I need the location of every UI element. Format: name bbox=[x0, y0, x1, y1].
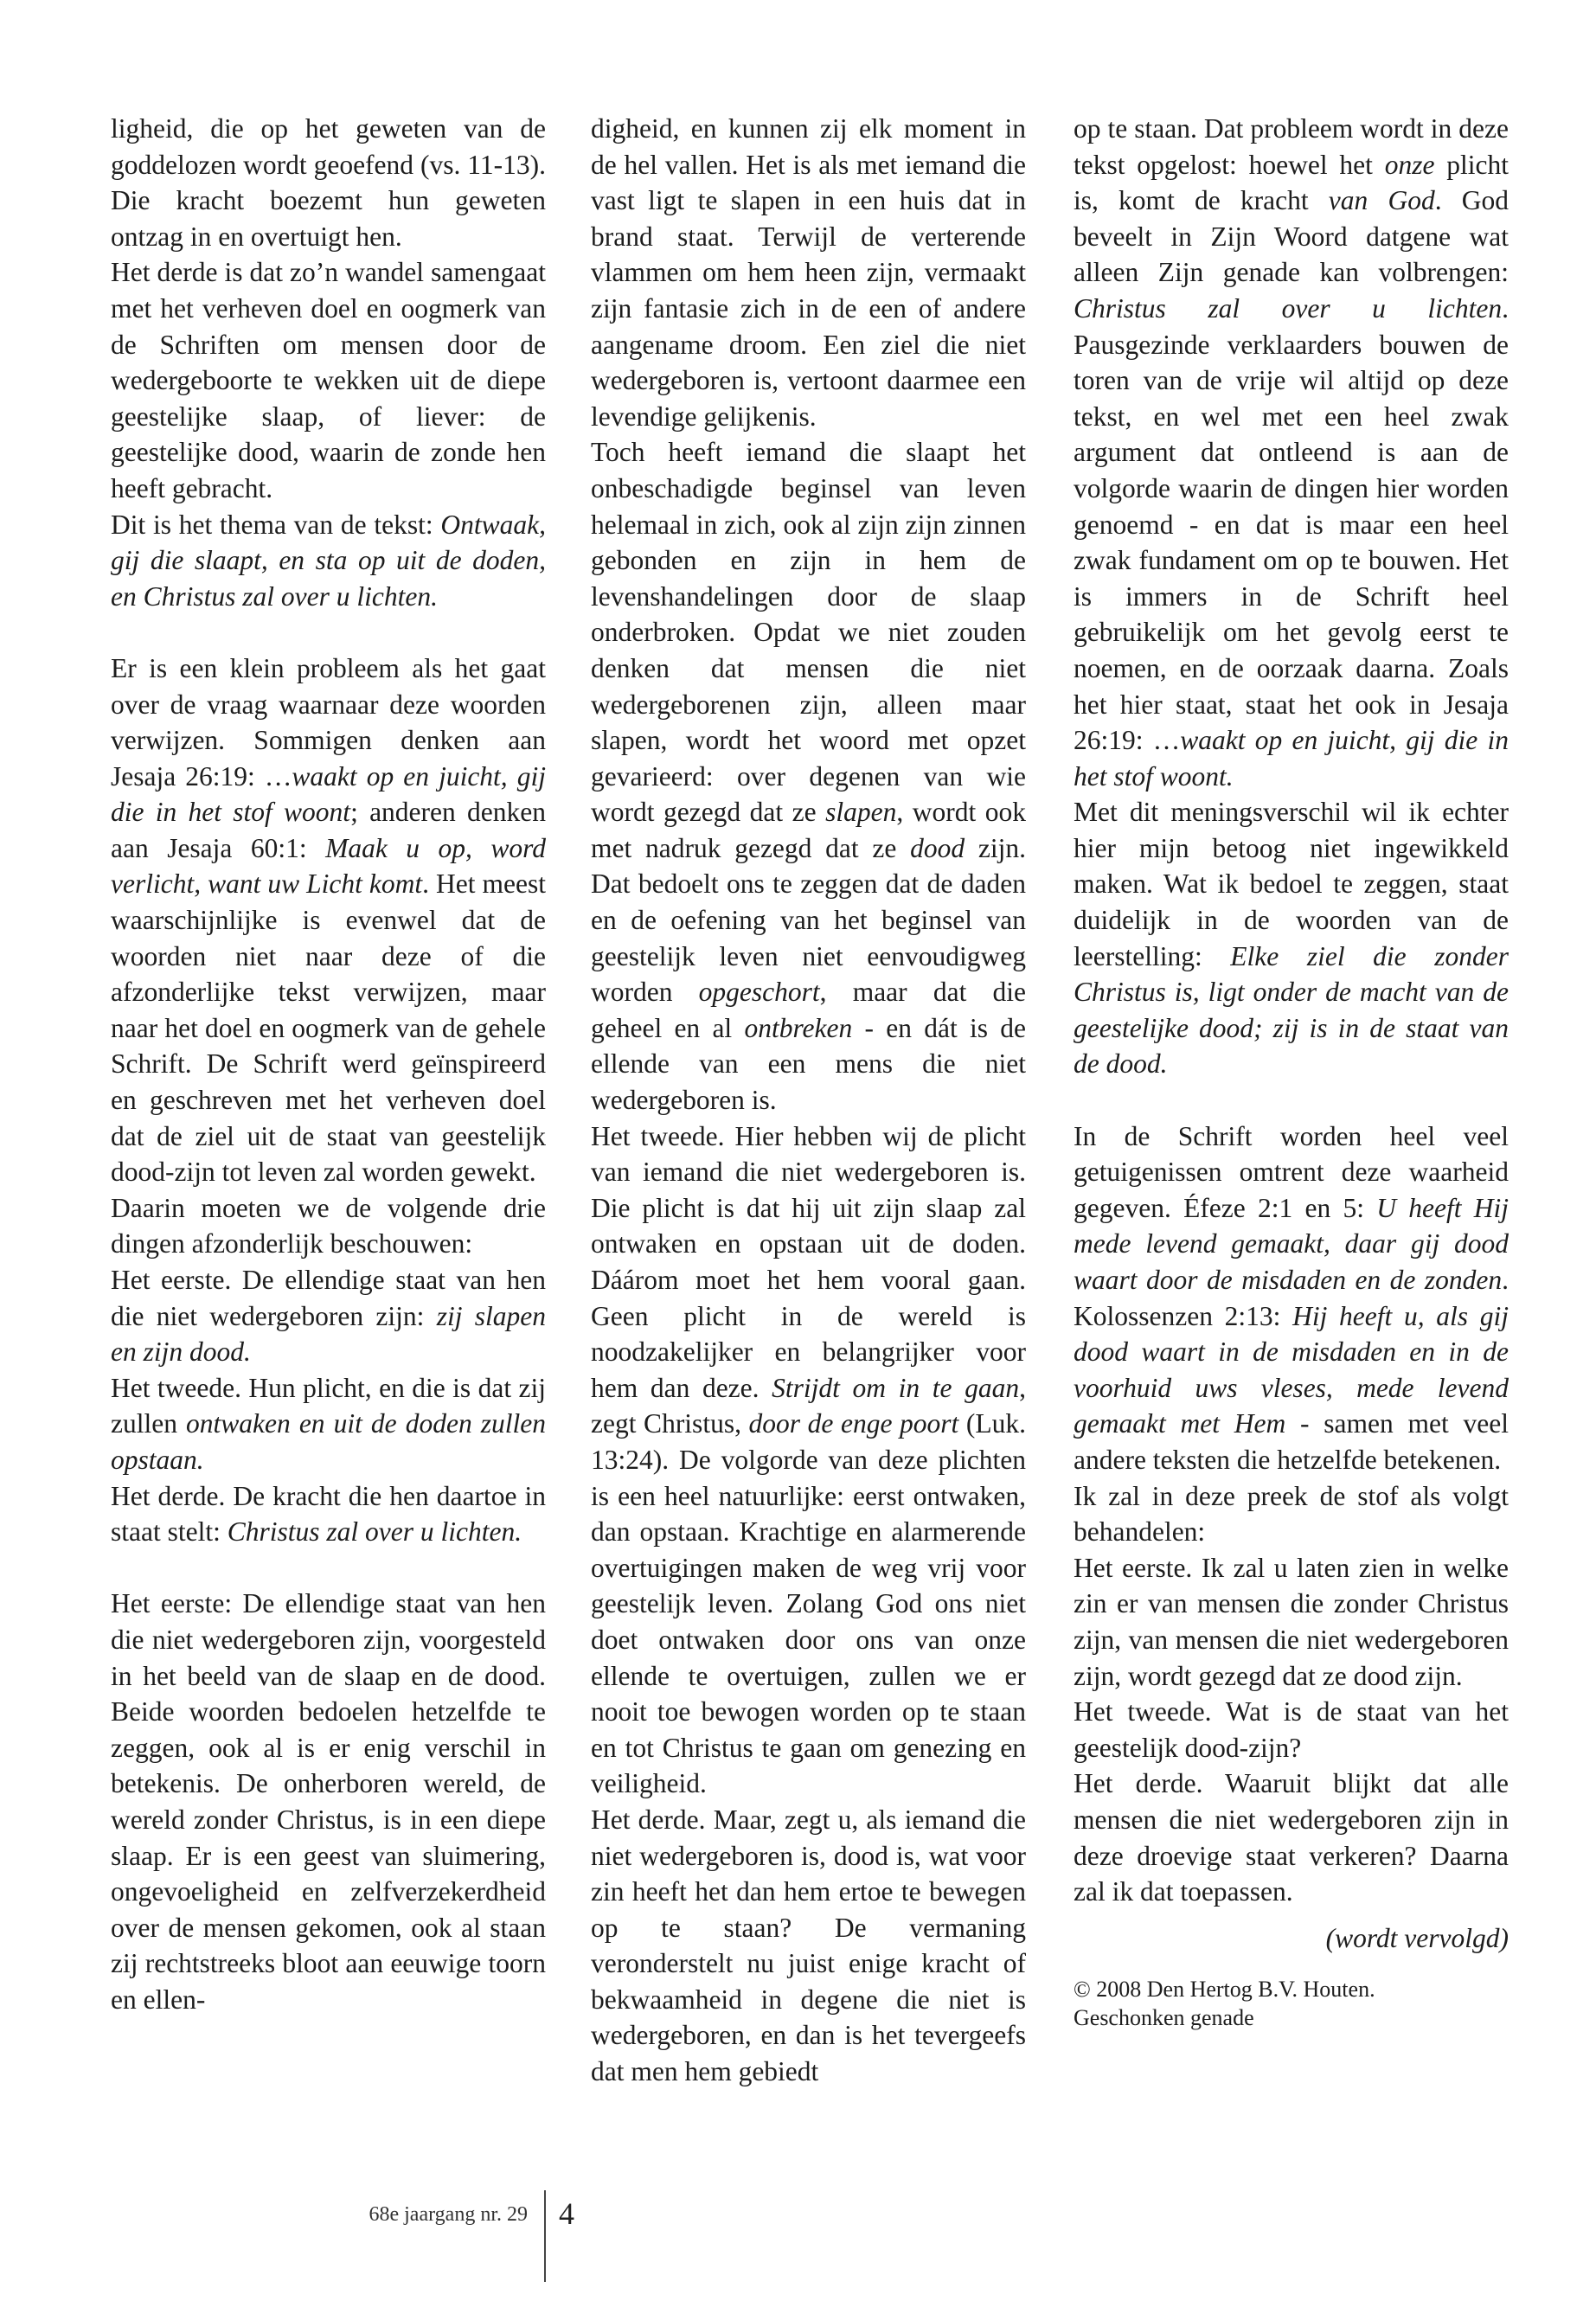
italic-text: U heeft Hij mede levend gemaakt, daar gij dood waart door de misdaden en de zonden bbox=[1074, 1192, 1509, 1295]
text-run: plicht is, komt de kracht bbox=[1074, 149, 1509, 216]
text-run: Het tweede. Wat is de staat van het geestelijk dood-zijn? bbox=[1074, 1696, 1509, 1763]
paragraph bbox=[1074, 794, 1509, 1082]
text-run: Het tweede. Hier hebben wij de plicht van iemand die niet wedergeboren is. Die plicht is dat hij uit zijn slaap zal ontwaken en opstaan uit de doden. Dáárom moet het hem vooral gaan. Geen plicht in de wereld is noodzakelijker en belangrijker voor hem dan deze. bbox=[591, 1120, 1026, 1403]
text-column-3 bbox=[1074, 111, 1509, 2032]
text-run: zijn. Dat bedoelt ons te zeggen dat de daden en de oefening van het beginsel van geestelijk leven niet eenvoudigweg worden bbox=[591, 832, 1026, 1008]
footer-divider bbox=[544, 2190, 546, 2282]
italic-text: dood bbox=[910, 832, 965, 863]
text-run: Toch heeft iemand die slaapt het onbeschadigde beginsel van leven helemaal in zich, ook al zijn zijn zinnen gebonden en zijn in hem de levenshandelingen door de slaap onderbroken. Opdat we niet zouden denken dat mensen die niet wedergeborenen zijn, alleen maar slapen, wordt het woord met opzet gevarieerd: over degenen van wie wordt gezegd dat ze bbox=[591, 437, 1026, 828]
italic-text: van God bbox=[1328, 185, 1435, 216]
text-column-2 bbox=[591, 111, 1026, 2090]
continued-note: (wordt vervolgd) bbox=[1325, 1922, 1509, 1953]
text-column-3-body bbox=[1074, 111, 1509, 1910]
issue-label: 68e jaargang nr. 29 bbox=[369, 2203, 528, 2226]
paragraph bbox=[111, 507, 546, 615]
copyright-line-1: © 2008 Den Hertog B.V. Houten. bbox=[1074, 1977, 1375, 2003]
italic-text: Hij heeft u, als gij dood waart in de misdaden en in de voorhuid uws vleses, mede levend gemaakt met Hem bbox=[1074, 1300, 1509, 1439]
italic-text: waakt op en juicht, gij die in het stof woont. bbox=[1074, 725, 1509, 792]
paragraph bbox=[111, 651, 546, 1190]
text-run: digheid, en kunnen zij elk moment in de hel vallen. Het is als met iemand die vast ligt te slapen in een huis dat in brand staat. Terwijl de verterende vlammen om hem heen zijn, vermaakt zijn fantasie zich in de een of andere aangename droom. Een ziel die niet wedergeboren is, vertoont daarmee een levendige gelijkenis. bbox=[591, 113, 1026, 432]
text-run: Het tweede. Hun plicht, en die is dat zij zullen bbox=[111, 1372, 546, 1439]
text-run: , zegt Christus, bbox=[591, 1372, 1026, 1439]
italic-text: Ontwaak, gij die slaapt, en sta op uit de doden, en Christus zal over u lichten. bbox=[111, 509, 546, 612]
paragraph bbox=[1074, 1694, 1509, 1766]
italic-text: zij slapen en zijn dood. bbox=[111, 1300, 546, 1368]
paragraph bbox=[1074, 1550, 1509, 1694]
paragraph bbox=[111, 1262, 546, 1370]
italic-text: Strijdt om in te gaan bbox=[772, 1372, 1020, 1403]
paragraph bbox=[1074, 1478, 1509, 1550]
paragraph bbox=[1074, 1118, 1509, 1478]
text-run: Het eerste: De ellendige staat van hen die niet wedergeboren zijn, voorgesteld in het beeld van de slaap en de dood. Beide woorden bedoelen hetzelfde te zeggen, ook al is er enig verschil in betekenis. De onherboren wereld, de wereld zonder Christus, is in een diepe slaap. Er is een geest van sluimering, ongevoeligheid en zelfverzekerdheid over de mensen gekomen, ook al staan zij rechtstreeks bloot aan eeuwige toorn en ellen- bbox=[111, 1588, 546, 2015]
text-run: - samen met veel andere teksten die hetzelfde betekenen. bbox=[1074, 1408, 1509, 1475]
text-run: Daarin moeten we de volgende drie dingen afzonderlijk beschouwen: bbox=[111, 1192, 546, 1259]
paragraph bbox=[111, 111, 546, 254]
paragraph bbox=[1074, 1766, 1509, 1909]
paragraph bbox=[591, 434, 1026, 1118]
text-run: . Pausgezinde verklaarders bouwen de toren van de vrije wil altijd op deze tekst, en wel met een heel zwak argument dat ontleend is aan de volgorde waarin de dingen hier worden genoemd - en dat is maar een heel zwak fundament om op te bouwen. Het is immers in de Schrift heel gebruikelijk om het gevolg eerst te noemen, en de oorzaak daarna. Zoals het hier staat, staat het ook in Jesaja 26:19: … bbox=[1074, 292, 1509, 756]
text-run: . Het meest waarschijnlijke is evenwel dat de woorden niet naar deze of die afzonderlijke tekst verwijzen, maar naar het doel en oogmerk van de gehele Schrift. De Schrift werd geïnspireerd en geschreven met het verheven doel dat de ziel uit de staat van geestelijk dood-zijn tot leven zal worden gewekt. bbox=[111, 868, 546, 1188]
text-run: Het derde. Maar, zegt u, als iemand die niet wedergeboren is, dood is, wat voor zin heeft het dan hem ertoe te bewegen op te staan? De vermaning veronderstelt nu juist enige kracht of bekwaamheid in degene die niet is wedergeboren, en dan is het tevergeefs dat men hem gebiedt bbox=[591, 1804, 1026, 2087]
italic-text: Christus zal over u lichten bbox=[1074, 292, 1503, 324]
text-column-1 bbox=[111, 111, 546, 2017]
text-run: Het derde. Waaruit blijkt dat alle mensen die niet wedergeboren zijn in deze droevige staat verkeren? Daarna zal ik dat toepassen. bbox=[1074, 1768, 1509, 1907]
text-run: Dit is het thema van de tekst: bbox=[111, 509, 441, 540]
text-run: . God beveelt in Zijn Woord datgene wat alleen Zijn genade kan volbrengen: bbox=[1074, 185, 1509, 288]
italic-text: waakt op en juicht, gij die in het stof woont bbox=[111, 760, 547, 828]
text-run: - en dát is de ellende van een mens die niet wedergeboren is. bbox=[591, 1012, 1026, 1116]
text-run: ligheid, die op het geweten van de goddelozen wordt geoefend (vs. 11-13). Die kracht boezemt hun geweten ontzag in en overtuigt hen. bbox=[111, 113, 546, 252]
text-run: op te staan. Dat probleem wordt in deze tekst opgelost: hoewel het bbox=[1074, 113, 1509, 180]
text-run: In de Schrift worden heel veel getuigenissen omtrent deze waarheid gegeven. Éfeze 2:1 en 5: bbox=[1074, 1120, 1509, 1223]
copyright-notice bbox=[1074, 1975, 1509, 2032]
italic-text: Christus zal over u lichten. bbox=[227, 1516, 522, 1548]
text-run: Met dit meningsverschil wil ik echter hier mijn betoog niet ingewikkeld maken. Wat ik bedoel te zeggen, staat duidelijk in de woorden van de leerstelling: bbox=[1074, 797, 1509, 971]
text-run: , maar dat die geheel en al bbox=[591, 977, 1026, 1043]
paragraph bbox=[1074, 111, 1509, 794]
italic-text: ontwaken en uit de doden zullen opstaan. bbox=[111, 1408, 546, 1475]
italic-text: onze bbox=[1384, 149, 1435, 180]
page-number: 4 bbox=[559, 2196, 574, 2231]
italic-text: door de enge poort bbox=[748, 1408, 959, 1439]
text-run: . Kolossenzen 2:13: bbox=[1074, 1265, 1509, 1331]
paragraph bbox=[591, 1118, 1026, 1802]
text-run: Het eerste. Ik zal u laten zien in welke zin er van mensen die zonder Christus zijn, van mensen die niet wedergeboren zijn, wordt gezegd dat ze dood zijn. bbox=[1074, 1552, 1509, 1691]
paragraph bbox=[111, 1586, 546, 2017]
text-run: Ik zal in deze preek de stof als volgt behandelen: bbox=[1074, 1480, 1509, 1548]
text-run: , wordt ook met nadruk gezegd dat ze bbox=[591, 797, 1026, 863]
paragraph bbox=[111, 1190, 546, 1262]
text-run: Het eerste. De ellendige staat van hen die niet wedergeboren zijn: bbox=[111, 1265, 546, 1331]
paragraph bbox=[111, 1478, 546, 1550]
text-run: Het derde is dat zo’n wandel samengaat met het verheven doel en oogmerk van de Schriften om mensen door de wedergeboorte te wekken uit de diepe geestelijke slaap, of liever: de geestelijke dood, waarin de zonde hen heeft gebracht. bbox=[111, 257, 546, 503]
text-run: ; anderen denken aan Jesaja 60:1: bbox=[111, 797, 546, 863]
italic-text: ontbreken bbox=[744, 1012, 853, 1043]
text-run: Het derde. De kracht die hen daartoe in staat stelt: bbox=[111, 1480, 546, 1548]
italic-text: Maak u op, word verlicht, want uw Licht komt bbox=[111, 832, 546, 900]
paragraph bbox=[591, 1802, 1026, 2090]
italic-text: Elke ziel die zonder Christus is, ligt onder de macht van de geestelijke dood; zij is in de staat van de dood. bbox=[1074, 940, 1509, 1080]
italic-text: slapen bbox=[825, 797, 897, 828]
italic-text: opgeschort bbox=[698, 977, 820, 1008]
paragraph bbox=[111, 254, 546, 506]
paragraph bbox=[591, 111, 1026, 434]
paragraph bbox=[111, 1370, 546, 1478]
copyright-line-2: Geschonken genade bbox=[1074, 2005, 1254, 2031]
text-run: Er is een klein probleem als het gaat over de vraag waarnaar deze woorden verwijzen. Sommigen denken aan Jesaja 26:19: … bbox=[111, 652, 546, 792]
text-run: (Luk. 13:24). De volgorde van deze plichten is een heel natuurlijke: eerst ontwaken, dan opstaan. Krachtige en alarmerende overtuigingen maken de weg vrij voor geestelijk leven. Zolang God ons niet doet ontwaken door ons van onze ellende te overtuigen, zullen we er nooit toe bewogen worden op te staan en tot Christus te gaan om genezing en veiligheid. bbox=[591, 1408, 1026, 1799]
